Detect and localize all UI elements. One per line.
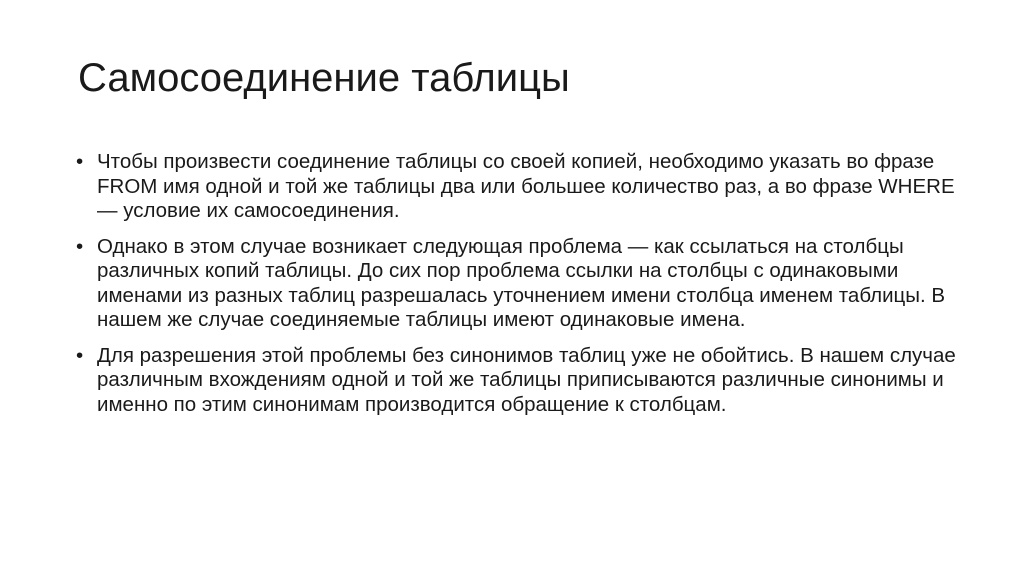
bullet-item bbox=[76, 235, 956, 333]
bullet-dot-icon: • bbox=[76, 343, 84, 367]
bullet-text: Однако в этом случае возникает следующая проблема — как ссылаться на столбцы различных копий таблицы. До сих пор проблема ссылки на столбцы с одинаковыми именами из разных таблиц разрешалась уточнением имени столбца именем таблицы. В нашем же случае соединяемые таблицы имеют одинаковые имена. bbox=[97, 234, 946, 331]
bullet-text: Для разрешения этой проблемы без синонимов таблиц уже не обойтись. В нашем случае различным вхождениям одной и той же таблицы приписываются различные синонимы и именно по этим синонимам производится обращение к столбцам. bbox=[97, 343, 956, 416]
bullet-list bbox=[76, 150, 956, 428]
bullet-dot-icon: • bbox=[76, 234, 84, 258]
bullet-text: Чтобы произвести соединение таблицы со своей копией, необходимо указать во фразе FROM имя одной и той же таблицы два или большее количество раз, а во фразе WHERE — условие их самосоединения. bbox=[97, 150, 955, 222]
bullet-item bbox=[76, 344, 956, 418]
slide-title: Самосоединение таблицы bbox=[78, 56, 570, 100]
bullet-dot-icon: • bbox=[76, 150, 84, 173]
bullet-item bbox=[76, 150, 956, 224]
